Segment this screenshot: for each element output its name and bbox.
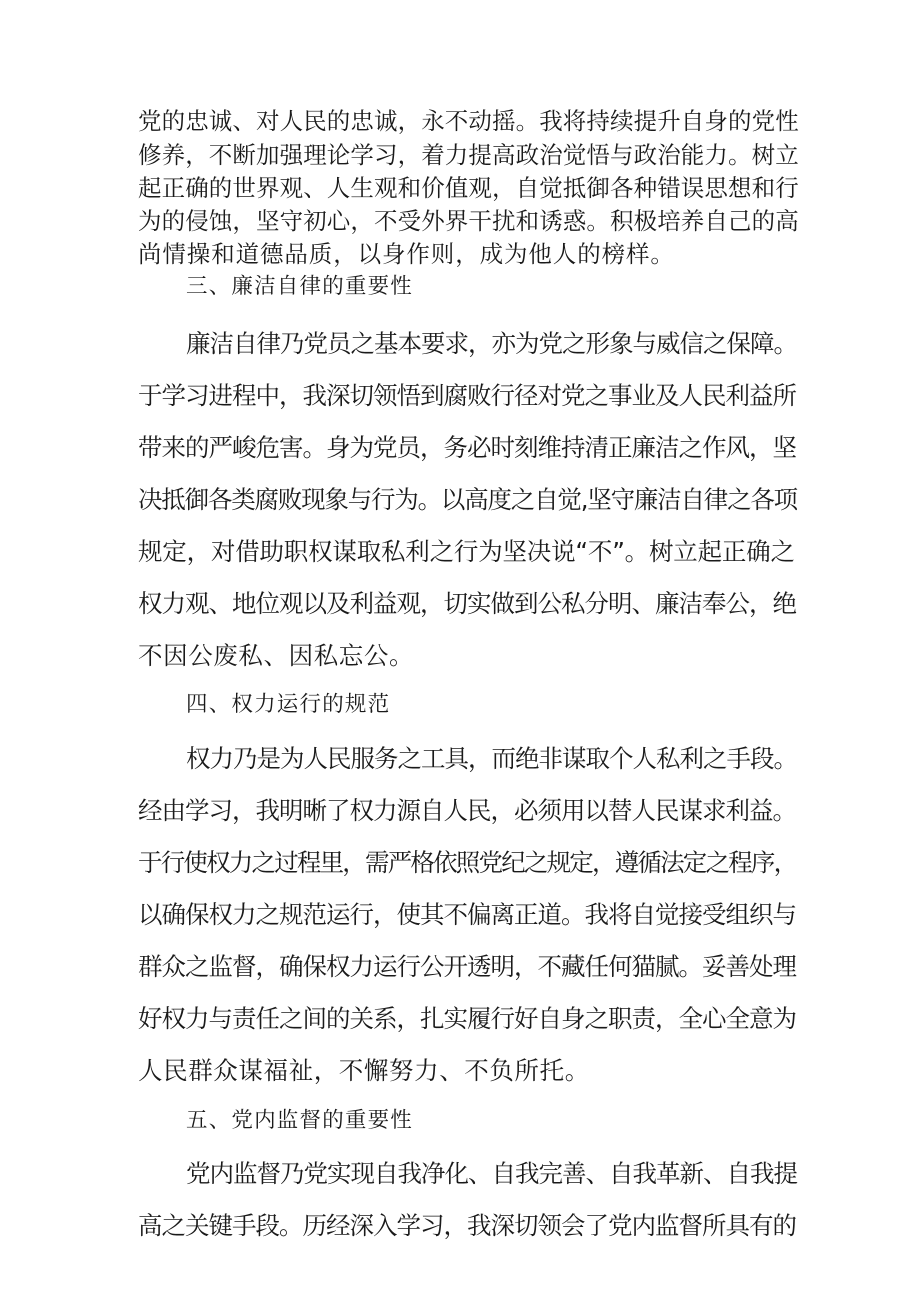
paragraph-line: 权力乃是为人民服务之工具，而绝非谋取个人私利之手段。 <box>186 744 797 773</box>
section-heading: 三、廉洁自律的重要性 <box>186 274 414 299</box>
paragraph-line: 规定，对借助职权谋取私利之行为坚决说“不”。树立起正确之 <box>138 537 795 566</box>
paragraph-line: 党内监督乃党实现自我净化、自我完善、自我革新、自我提 <box>186 1159 797 1188</box>
paragraph-line: 尚情操和道德品质，以身作则，成为他人的榜样。 <box>138 240 675 268</box>
paragraph-line: 为的侵蚀，坚守初心，不受外界干扰和诱惑。积极培养自己的高 <box>138 207 799 235</box>
paragraph-line: 权力观、地位观以及利益观，切实做到公私分明、廉洁奉公，绝 <box>138 589 796 618</box>
paragraph-line: 好权力与责任之间的关系，扎实履行好自身之职责，全心全意为 <box>138 1004 796 1033</box>
paragraph-line: 决抵御各类腐败现象与行为。以高度之自觉,坚守廉洁自律之各项 <box>138 485 797 514</box>
paragraph-line: 经由学习，我明晰了权力源自人民，必须用以替人民谋求利益。 <box>138 796 796 825</box>
paragraph-line: 带来的严峻危害。身为党员，务必时刻维持清正廉洁之作风，坚 <box>138 433 796 462</box>
section-heading: 五、党内监督的重要性 <box>186 1108 414 1133</box>
paragraph-line: 以确保权力之规范运行，使其不偏离正道。我将自觉接受组织与 <box>138 900 796 929</box>
section-heading: 四、权力运行的规范 <box>186 692 391 717</box>
paragraph-line: 不因公废私、因私忘公。 <box>138 641 415 670</box>
paragraph-line: 群众之监督，确保权力运行公开透明，不藏任何猫腻。妥善处理 <box>138 952 796 981</box>
paragraph-line: 于学习进程中，我深切领悟到腐败行径对党之事业及人民利益所 <box>138 381 796 410</box>
paragraph-line: 修养，不断加强理论学习，着力提高政治觉悟与政治能力。树立 <box>138 141 799 169</box>
paragraph-line: 廉洁自律乃党员之基本要求，亦为党之形象与威信之保障。 <box>186 329 797 358</box>
paragraph-line: 高之关键手段。历经深入学习，我深切领会了党内监督所具有的 <box>138 1211 796 1240</box>
paragraph-line: 于行使权力之过程里，需严格依照党纪之规定，遵循法定之程序， <box>138 848 797 877</box>
paragraph-line: 党的忠诚、对人民的忠诚，永不动摇。我将持续提升自身的党性 <box>138 107 799 135</box>
paragraph-line: 人民群众谋福祉，不懈努力、不负所托。 <box>138 1056 590 1085</box>
paragraph-line: 起正确的世界观、人生观和价值观，自觉抵御各种错误思想和行 <box>138 174 799 202</box>
